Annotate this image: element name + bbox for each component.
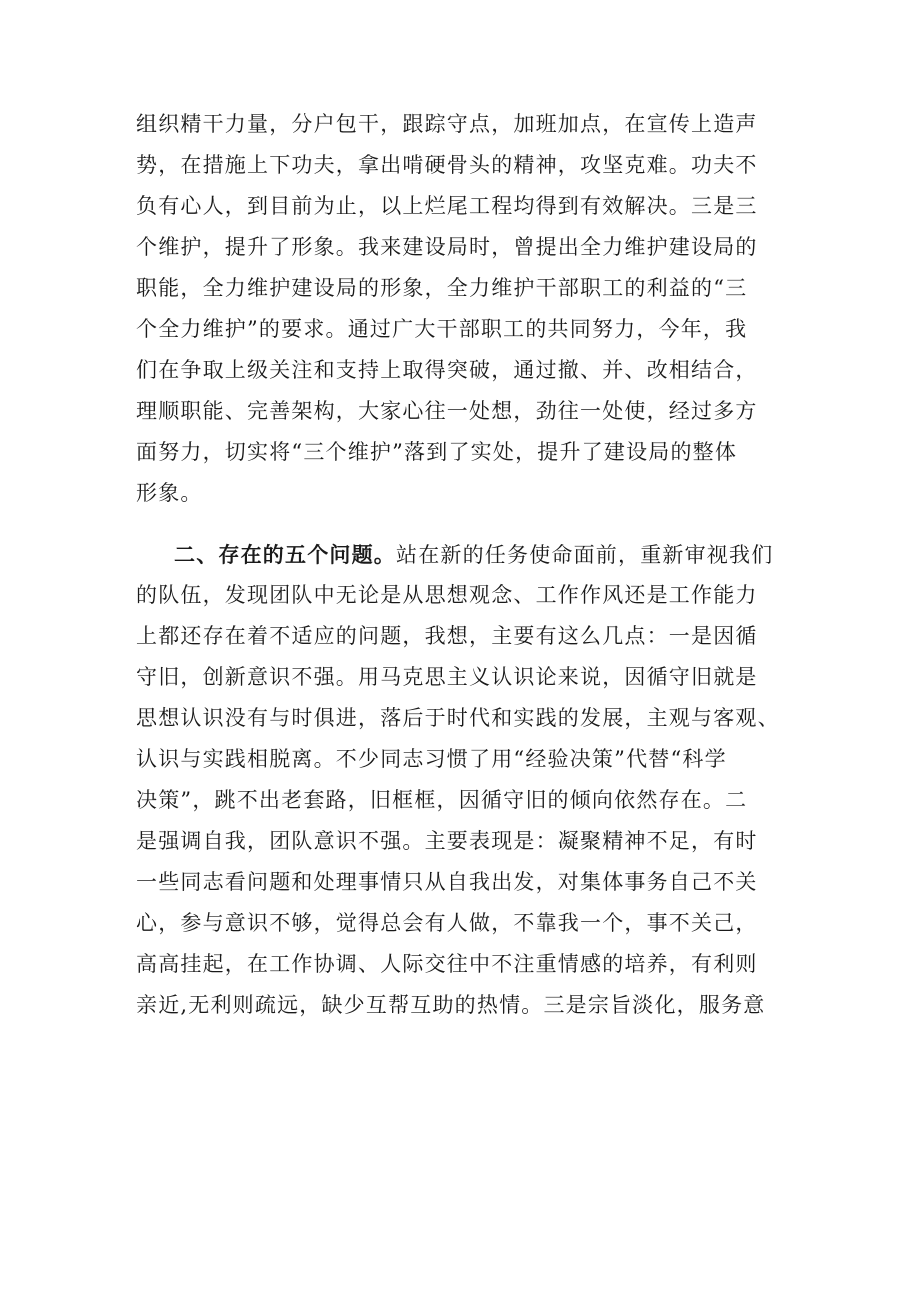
paragraph-spacer (136, 514, 796, 534)
section-heading: 二、存在的五个问题。 (174, 542, 396, 567)
text-line: 心，参与意识不够，觉得总会有人做，不靠我一个，事不关己， (136, 911, 758, 935)
text-line: 思想认识没有与时俱进，落后于时代和实践的发展，主观与客观、 (136, 706, 780, 730)
text-line: 们在争取上级关注和支持上取得突破，通过撤、并、改相结合， (136, 358, 758, 382)
text-line: 一些同志看问题和处理事情只从自我出发，对集体事务自己不关 (136, 870, 758, 894)
text-line: 高高挂起，在工作协调、人际交往中不注重情感的培养，有利则 (136, 952, 758, 976)
text-line: 势，在措施上下功夫，拿出啃硬骨头的精神，攻坚克难。功夫不 (136, 153, 758, 177)
text-line: 职能，全力维护建设局的形象，全力维护干部职工的利益的“三 (136, 276, 748, 300)
text-line: 形象。 (136, 481, 203, 505)
text-line: 上都还存在着不适应的问题，我想，主要有这么几点：一是因循 (136, 624, 758, 648)
document-body (136, 104, 796, 1026)
text-line: 理顺职能、完善架构，大家心往一处想，劲往一处使，经过多方 (136, 399, 758, 423)
text-line: 的队伍，发现团队中无论是从思想观念、工作作风还是工作能力 (136, 583, 758, 607)
text-line: 认识与实践相脱离。不少同志习惯了用“经验决策”代替“科学 (136, 747, 727, 771)
text-line: 亲近,无利则疏远，缺少互帮互助的热情。三是宗旨淡化，服务意 (136, 993, 766, 1017)
text-run: 站在新的任务使命面前，重新审视我们 (396, 543, 774, 567)
paragraph-problems (136, 534, 796, 1026)
text-line: 面努力，切实将“三个维护”落到了实处，提升了建设局的整体 (136, 440, 738, 464)
text-line: 个维护，提升了形象。我来建设局时，曾提出全力维护建设局的 (136, 235, 758, 259)
text-line: 个全力维护”的要求。通过广大干部职工的共同努力，今年，我 (136, 317, 748, 341)
text-line: 守旧，创新意识不强。用马克思主义认识论来说，因循守旧就是 (136, 665, 758, 689)
text-line: 是强调自我，团队意识不强。主要表现是：凝聚精神不足，有时 (136, 829, 758, 853)
text-line: 组织精干力量，分户包干，跟踪守点，加班加点，在宣传上造声 (136, 112, 758, 136)
paragraph-achievements (136, 104, 796, 514)
text-line: 负有心人，到目前为止，以上烂尾工程均得到有效解决。三是三 (136, 194, 758, 218)
text-line: 决策”，跳不出老套路，旧框框，因循守旧的倾向依然存在。二 (136, 788, 748, 812)
paragraph-first-line (136, 534, 796, 575)
